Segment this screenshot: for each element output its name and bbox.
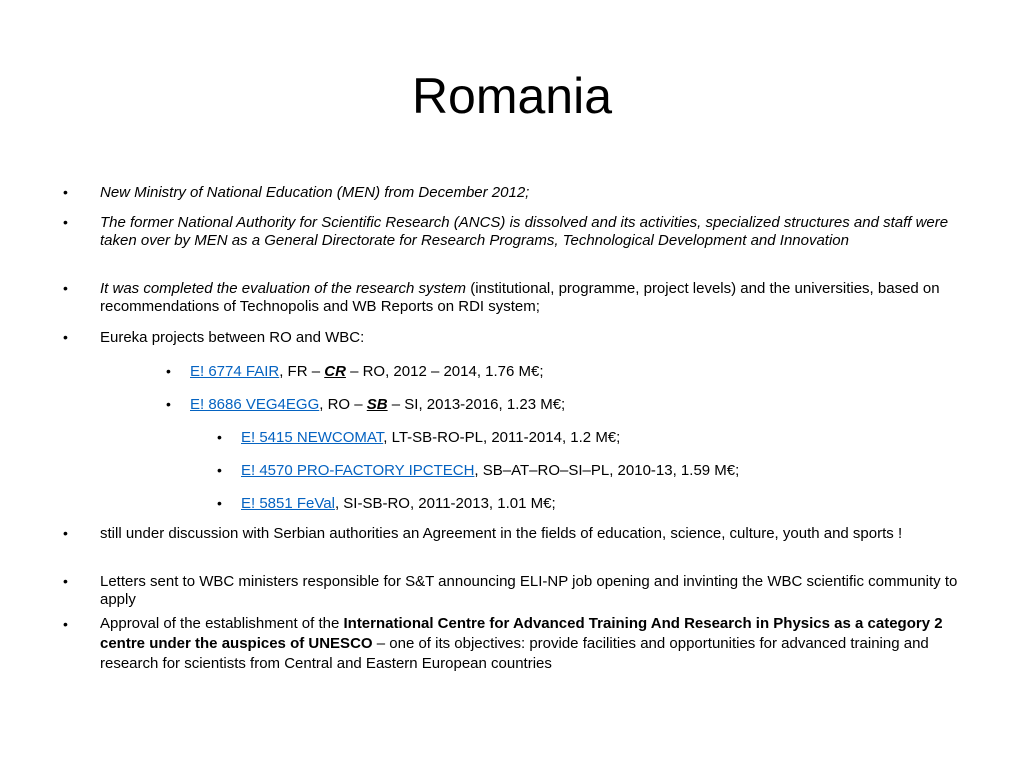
bullet-dot-icon: • <box>166 363 171 379</box>
project-item-veg4egg: • E! 8686 VEG4EGG, RO – SB – SI, 2013-2016, 1.23 M€; <box>166 396 566 413</box>
bullet-dot-icon: • <box>63 525 68 541</box>
bullet-dot-icon: • <box>166 396 171 412</box>
project-item-fair: • E! 6774 FAIR, FR – CR – RO, 2012 – 2014, 1.76 M€; <box>166 363 544 380</box>
project-link-feval[interactable]: E! 5851 FeVal <box>241 495 335 512</box>
bullet-text: (institutional, programme, project levels) and the universities, based on recommendations of Technopolis and WB Reports on RDI system; <box>100 280 940 315</box>
bullet-dot-icon: • <box>63 214 68 230</box>
bullet-dot-icon: • <box>63 616 68 632</box>
bullet-dot-icon: • <box>63 573 68 589</box>
bullet-text: The former National Authority for Scientific Research (ANCS) is dissolved and its activities, specialized structures and staff were taken over by MEN as a General Directorate for Research Programs, Technological Development and Innovation <box>100 214 949 249</box>
project-item-feval: • E! 5851 FeVal, SI-SB-RO, 2011-2013, 1.01 M€; <box>217 495 556 512</box>
bullet-item-serbia <box>63 525 970 543</box>
project-link-fair[interactable]: E! 6774 FAIR <box>190 363 280 380</box>
partner-country: CR <box>324 363 346 380</box>
bullet-text: New Ministry of National Education (MEN) from December 2012; <box>100 184 530 201</box>
slide-title: Romania <box>411 68 613 124</box>
bullet-item-ancs <box>63 214 970 249</box>
unesco-centre-name: International Centre for Advanced Training And Research in Physics as a category 2 centre under the auspices of UNESCO <box>100 615 943 652</box>
bullet-item-eureka <box>63 329 970 347</box>
bullet-text: Eureka projects between RO and WBC: <box>100 329 365 346</box>
partner-country: SB <box>366 396 388 413</box>
bullet-text: still under discussion with Serbian authorities an Agreement in the fields of education, science, culture, youth and sports ! <box>100 525 903 542</box>
bullet-item-unesco: • Approval of the establishment of the International Centre for Advanced Training And Research in Physics as a category 2 centre under the auspices of UNESCO – one of its objectives: provide facilities and opportunities for advanced training and research for scientists from Central and Eastern European countries <box>63 615 943 672</box>
bullet-text-italic: It was completed the evaluation of the research system <box>100 280 467 297</box>
project-link-newcomat[interactable]: E! 5415 NEWCOMAT <box>241 429 384 446</box>
bullet-dot-icon: • <box>217 462 222 478</box>
bullet-item-evaluation <box>63 280 970 315</box>
bullet-dot-icon: • <box>63 184 68 200</box>
bullet-dot-icon: • <box>217 429 222 445</box>
project-link-veg4egg[interactable]: E! 8686 VEG4EGG <box>190 396 320 413</box>
bullet-item-ministry <box>63 184 970 202</box>
bullet-item-letters <box>63 573 970 608</box>
project-item-newcomat: • E! 5415 NEWCOMAT, LT-SB-RO-PL, 2011-2014, 1.2 M€; <box>217 429 621 446</box>
bullet-dot-icon: • <box>217 495 222 511</box>
project-link-profactory[interactable]: E! 4570 PRO-FACTORY IPCTECH <box>241 462 475 479</box>
bullet-dot-icon: • <box>63 280 68 296</box>
bullet-dot-icon: • <box>63 329 68 345</box>
bullet-text: Letters sent to WBC ministers responsible for S&T announcing ELI-NP job opening and invinting the WBC scientific community to apply <box>100 573 958 608</box>
project-item-profactory: • E! 4570 PRO-FACTORY IPCTECH, SB–AT–RO–SI–PL, 2010-13, 1.59 M€; <box>217 462 740 479</box>
